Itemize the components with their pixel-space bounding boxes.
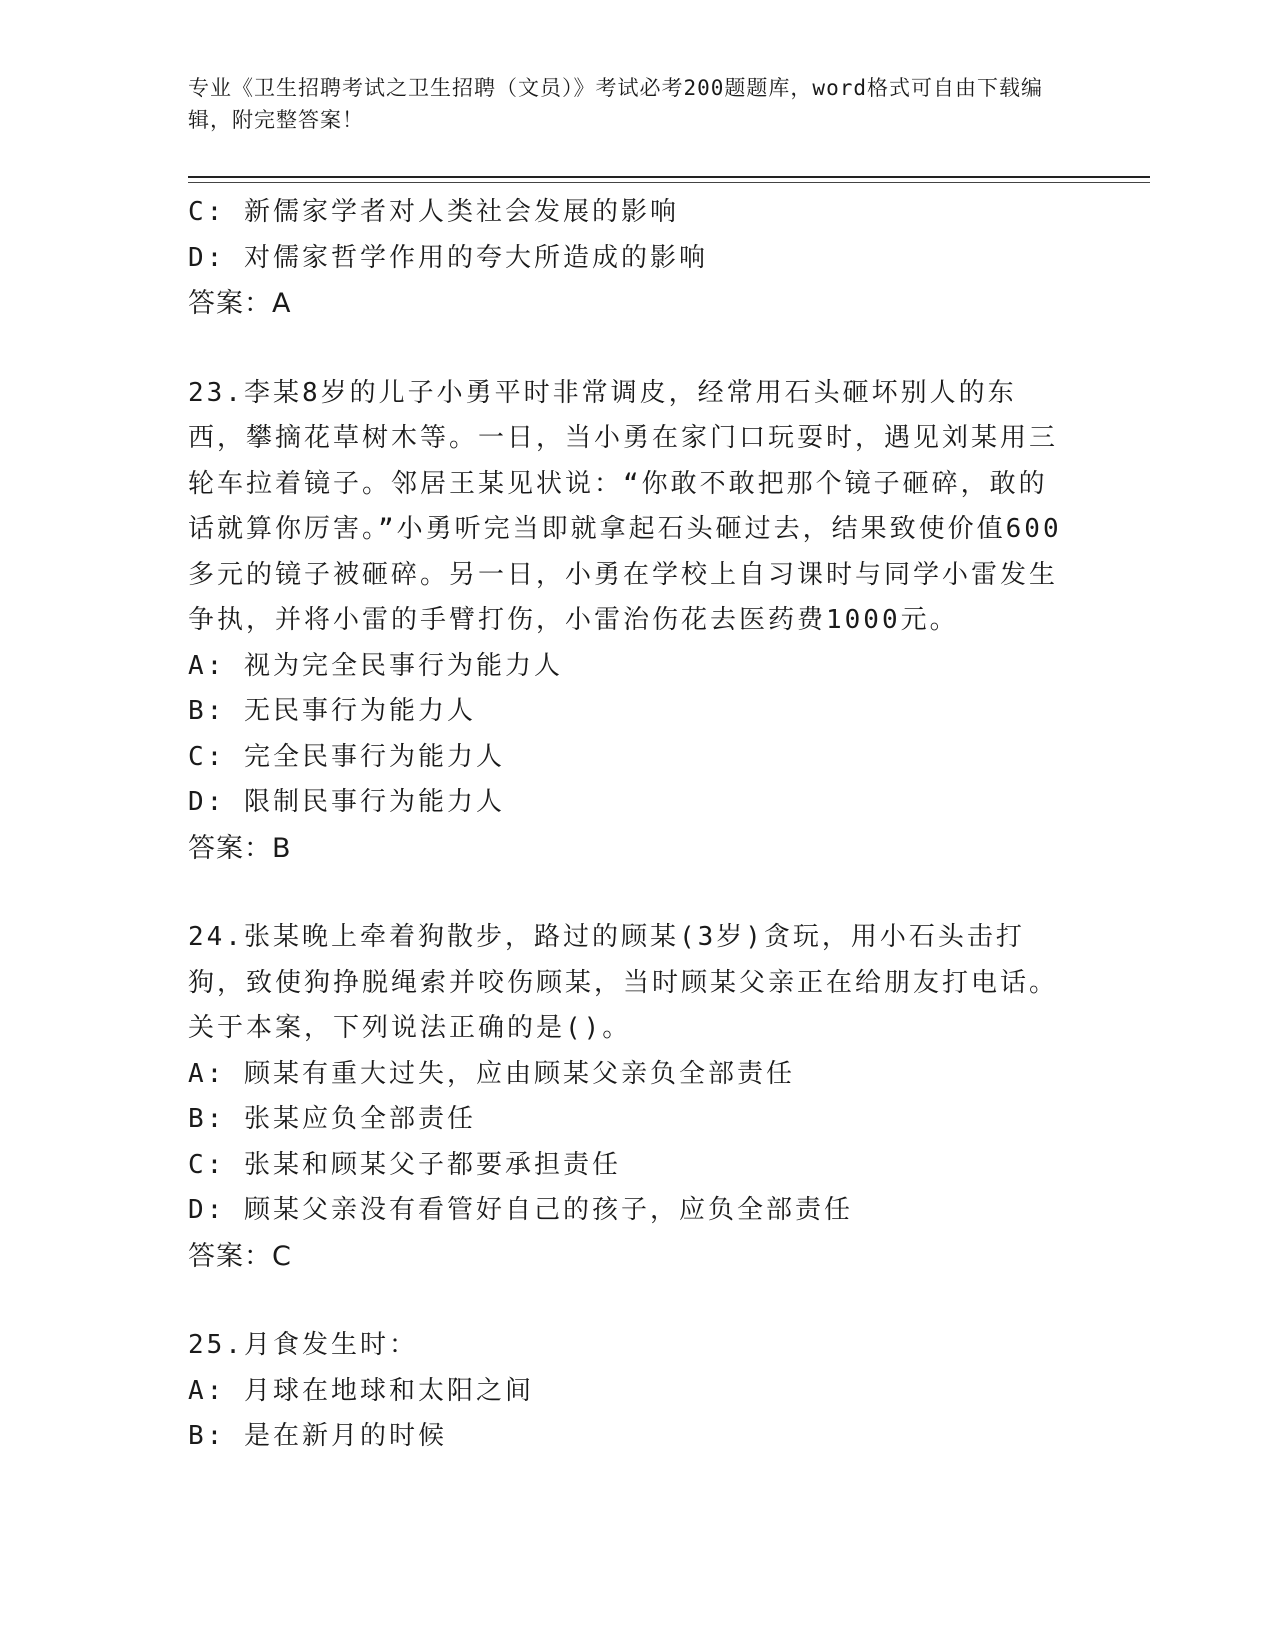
- option-c: C: 张某和顾某父子都要承担责任: [188, 1149, 621, 1180]
- option-d: D: 顾某父亲没有看管好自己的孩子，应负全部责任: [188, 1195, 853, 1225]
- question-list: [188, 190, 1068, 1460]
- option-b: B: 是在新月的时候: [188, 1421, 447, 1451]
- question-stem: 23.李某8岁的儿子小勇平时非常调皮，经常用石头砸坏别人的东西，攀摘花草树木等。一日，当小勇在家门口玩耍时，遇见刘某用三轮车拉着镜子。邻居王某见状说：“你敢不敢把那个镜子砸碎，敢的话就算你厉害。”小勇听完当即就拿起石头砸过去，结果致使价值600多元的镜子被砸碎。另一日，小勇在学校上自习课时与同学小雷发生争执，并将小雷的手臂打伤，小雷治伤花去医药费1000元。: [188, 377, 1062, 635]
- answer-label: 答案：A: [188, 288, 292, 319]
- document-header: [188, 72, 1068, 136]
- answer-label: 答案：C: [188, 1240, 292, 1272]
- question-23: [188, 371, 1068, 872]
- question-25: [188, 1323, 1068, 1460]
- option-a: A: 顾某有重大过失，应由顾某父亲负全部责任: [188, 1058, 795, 1089]
- option-b: B: 张某应负全部责任: [188, 1104, 476, 1134]
- option-d: D: 对儒家哲学作用的夸大所造成的影响: [188, 242, 708, 273]
- header-divider-thick: [188, 176, 1150, 178]
- question-stem: 25.月食发生时：: [188, 1330, 418, 1360]
- option-a: A: 视为完全民事行为能力人: [188, 650, 563, 681]
- header-divider-thin: [188, 182, 1150, 183]
- question-24: [188, 915, 1068, 1279]
- option-b: B: 无民事行为能力人: [188, 696, 476, 726]
- header-text: 专业《卫生招聘考试之卫生招聘（文员）》考试必考200题题库，word格式可自由下载编辑，附完整答案！: [188, 76, 1043, 132]
- option-c: C: 新儒家学者对人类社会发展的影响: [188, 197, 679, 227]
- question-continued: [188, 190, 1068, 327]
- option-d: D: 限制民事行为能力人: [188, 787, 505, 817]
- option-c: C: 完全民事行为能力人: [188, 741, 505, 772]
- answer-label: 答案：B: [188, 832, 292, 864]
- question-stem: 24.张某晚上牵着狗散步，路过的顾某(3岁)贪玩，用小石头击打狗，致使狗挣脱绳索并咬伤顾某，当时顾某父亲正在给朋友打电话。关于本案，下列说法正确的是()。: [188, 922, 1059, 1043]
- option-a: A: 月球在地球和太阳之间: [188, 1375, 534, 1406]
